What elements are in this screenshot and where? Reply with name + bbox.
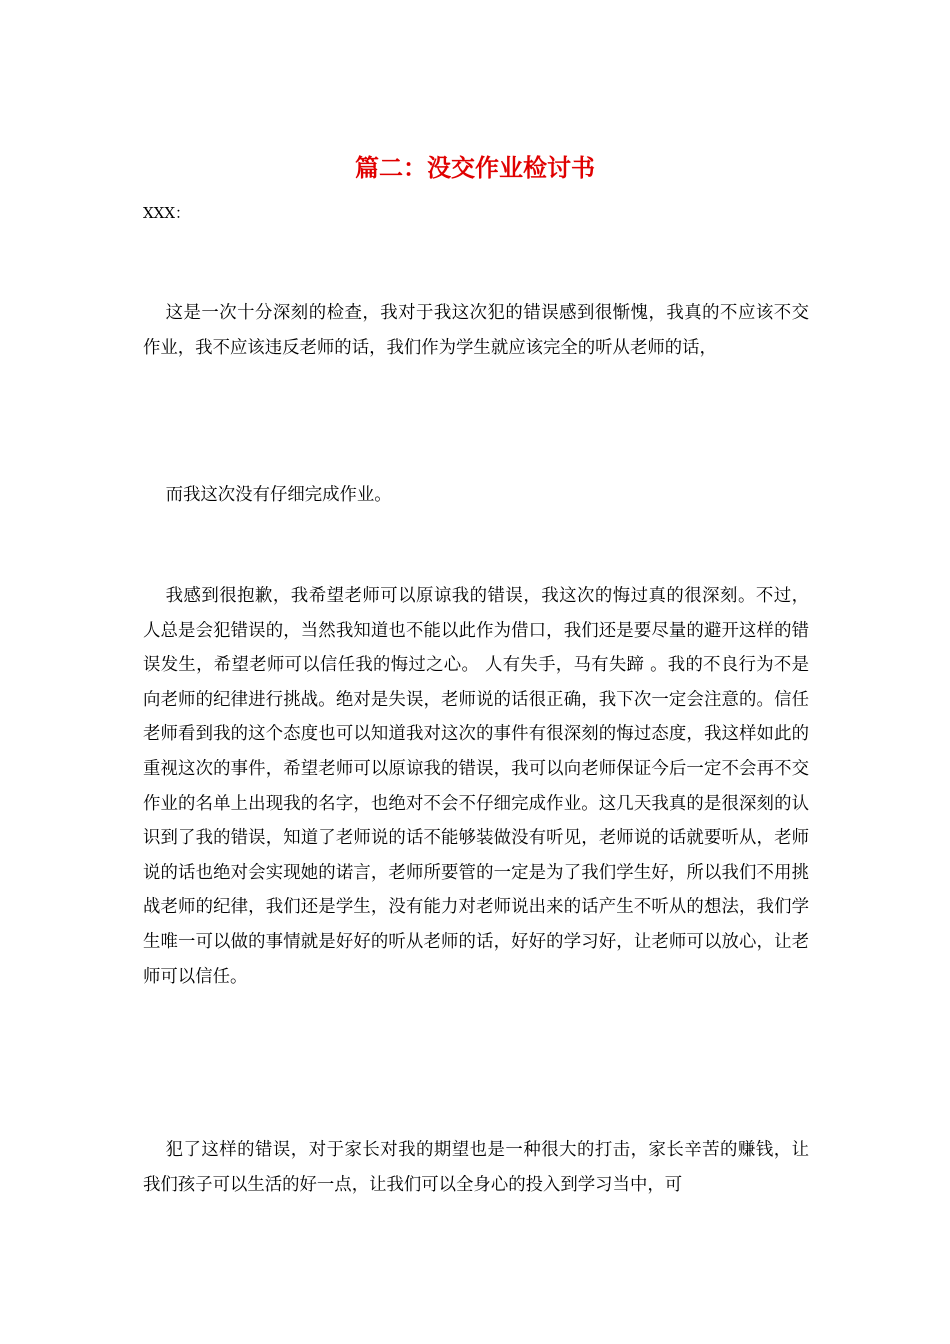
paragraph-3: 我感到很抱歉，我希望老师可以原谅我的错误，我这次的悔过真的很深刻。不过，人总是会犯错误的，当然我知道也不能以此作为借口，我们还是要尽量的避开这样的错误发生，希望老师可以信任我的悔过之心。 人有失手，马有失蹄 。我的不良行为不是向老师的纪律进行挑战。绝对是失误，老师说的话很正确，我下次一定会注意的。信任老师看到我的这个态度也可以知道我对这次的事件有很深刻的悔过态度，我这样如此的重视这次的事件，希望老师可以原谅我的错误，我可以向老师保证今后一定不会再不交作业的名单上出现我的名字，也绝对不会不仔细完成作业。这几天我真的是很深刻的认识到了我的错误，知道了老师说的话不能够装做没有听见，老师说的话就要听从，老师说的话也绝对会实现她的诺言，老师所要管的一定是为了我们学生好，所以我们不用挑战老师的纪律，我们还是学生，没有能力对老师说出来的话产生不听从的想法，我们学生唯一可以做的事情就是好好的听从老师的话，好好的学习好，让老师可以放心，让老师可以信任。 bbox=[143, 586, 809, 987]
paragraph-1: 这是一次十分深刻的检查，我对于我这次犯的错误感到很惭愧，我真的不应该不交作业，我不应该违反老师的话，我们作为学生就应该完全的听从老师的话， bbox=[143, 303, 809, 358]
paragraph-4: 犯了这样的错误，对于家长对我的期望也是一种很大的打击，家长辛苦的赚钱，让我们孩子可以生活的好一点，让我们可以全身心的投入到学习当中，可 bbox=[143, 1140, 809, 1195]
document-title: 篇二：没交作业检讨书 bbox=[355, 153, 595, 182]
paragraph-2: 而我这次没有仔细完成作业。 bbox=[165, 485, 392, 505]
salutation: XXX： bbox=[143, 204, 191, 222]
